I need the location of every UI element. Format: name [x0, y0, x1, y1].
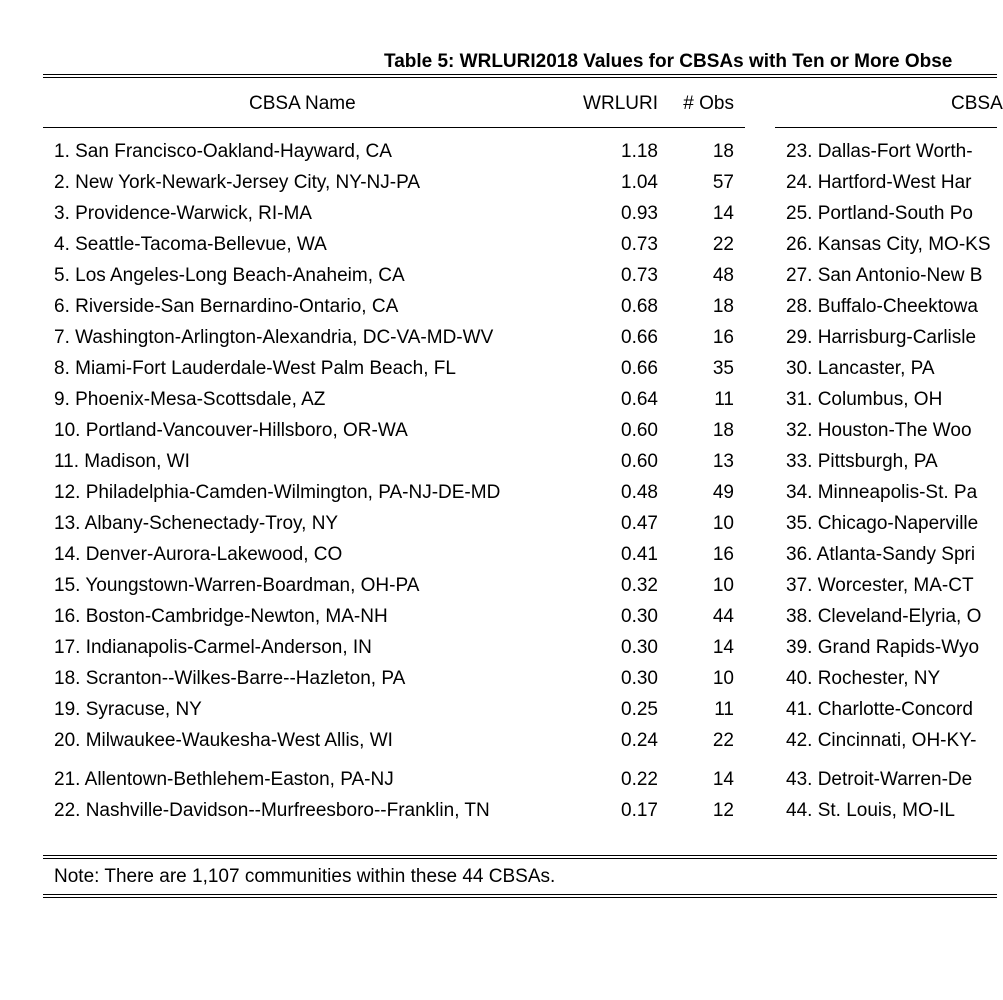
- cbsa-name-cell: 38. Cleveland-Elyria, O: [786, 606, 982, 627]
- header-obs: # Obs: [683, 93, 734, 114]
- obs-cell: 10: [712, 668, 734, 689]
- cbsa-name-cell: 39. Grand Rapids-Wyo: [786, 637, 980, 658]
- wrluri-cell: 0.66: [621, 358, 658, 379]
- cbsa-name-cell: 36. Atlanta-Sandy Spri: [786, 544, 976, 565]
- obs-cell: 44: [712, 606, 734, 627]
- wrluri-cell: 0.68: [621, 296, 658, 317]
- header-wrluri: WRLURI: [583, 93, 658, 114]
- cbsa-name-cell: 17. Indianapolis-Carmel-Anderson, IN: [54, 637, 372, 658]
- wrluri-cell: 0.47: [621, 513, 658, 534]
- bottom-double-rule: [43, 894, 997, 898]
- cbsa-name-cell: 4. Seattle-Tacoma-Bellevue, WA: [54, 234, 327, 255]
- cbsa-name-cell: 8. Miami-Fort Lauderdale-West Palm Beach, FL: [54, 358, 456, 379]
- wrluri-cell: 0.60: [621, 420, 658, 441]
- wrluri-cell: 0.25: [621, 699, 658, 720]
- cbsa-name-cell: 16. Boston-Cambridge-Newton, MA-NH: [54, 606, 388, 627]
- top-double-rule: [43, 74, 997, 78]
- obs-cell: 12: [712, 800, 734, 821]
- cbsa-name-cell: 18. Scranton--Wilkes-Barre--Hazleton, PA: [54, 668, 406, 689]
- wrluri-cell: 0.66: [621, 327, 658, 348]
- obs-cell: 10: [712, 575, 734, 596]
- cbsa-name-cell: 21. Allentown-Bethlehem-Easton, PA-NJ: [54, 769, 394, 790]
- wrluri-cell: 0.24: [621, 730, 658, 751]
- cbsa-name-cell: 10. Portland-Vancouver-Hillsboro, OR-WA: [54, 420, 408, 441]
- wrluri-cell: 0.22: [621, 769, 658, 790]
- wrluri-cell: 0.17: [621, 800, 658, 821]
- cbsa-name-cell: 1. San Francisco-Oakland-Hayward, CA: [54, 141, 392, 162]
- obs-cell: 13: [712, 451, 734, 472]
- obs-cell: 48: [712, 265, 734, 286]
- header-cbsa-name-right: CBSA: [951, 93, 1003, 114]
- obs-cell: 18: [712, 296, 734, 317]
- cbsa-name-cell: 11. Madison, WI: [54, 451, 190, 472]
- obs-cell: 14: [712, 203, 734, 224]
- cbsa-name-cell: 24. Hartford-West Har: [786, 172, 972, 193]
- wrluri-cell: 0.32: [621, 575, 658, 596]
- header-rule-right: [775, 127, 997, 128]
- wrluri-cell: 0.48: [621, 482, 658, 503]
- cbsa-name-cell: 14. Denver-Aurora-Lakewood, CO: [54, 544, 343, 565]
- obs-cell: 57: [712, 172, 734, 193]
- cbsa-name-cell: 13. Albany-Schenectady-Troy, NY: [54, 513, 339, 534]
- cbsa-name-cell: 42. Cincinnati, OH-KY-: [786, 730, 977, 751]
- wrluri-cell: 0.30: [621, 606, 658, 627]
- wrluri-cell: 0.60: [621, 451, 658, 472]
- mid-double-rule: [43, 855, 997, 859]
- cbsa-name-cell: 32. Houston-The Woo: [786, 420, 972, 441]
- wrluri-cell: 1.18: [621, 141, 658, 162]
- obs-cell: 16: [712, 544, 734, 565]
- table-note: Note: There are 1,107 communities within these 44 CBSAs.: [54, 866, 556, 887]
- cbsa-name-cell: 23. Dallas-Fort Worth-: [786, 141, 973, 162]
- cbsa-name-cell: 41. Charlotte-Concord: [786, 699, 973, 720]
- cbsa-name-cell: 19. Syracuse, NY: [54, 699, 202, 720]
- cbsa-name-cell: 31. Columbus, OH: [786, 389, 943, 410]
- cbsa-name-cell: 6. Riverside-San Bernardino-Ontario, CA: [54, 296, 399, 317]
- cbsa-name-cell: 27. San Antonio-New B: [786, 265, 983, 286]
- obs-cell: 35: [712, 358, 734, 379]
- cbsa-name-cell: 2. New York-Newark-Jersey City, NY-NJ-PA: [54, 172, 421, 193]
- obs-cell: 16: [712, 327, 734, 348]
- cbsa-name-cell: 35. Chicago-Naperville: [786, 513, 979, 534]
- wrluri-cell: 0.73: [621, 234, 658, 255]
- obs-cell: 10: [712, 513, 734, 534]
- wrluri-cell: 0.30: [621, 637, 658, 658]
- cbsa-name-cell: 40. Rochester, NY: [786, 668, 941, 689]
- cbsa-name-cell: 28. Buffalo-Cheektowa: [786, 296, 978, 317]
- cbsa-name-cell: 33. Pittsburgh, PA: [786, 451, 938, 472]
- table-title: Table 5: WRLURI2018 Values for CBSAs with Ten or More Obse: [384, 51, 953, 72]
- obs-cell: 22: [712, 730, 734, 751]
- cbsa-name-cell: 26. Kansas City, MO-KS: [786, 234, 991, 255]
- wrluri-cell: 0.64: [621, 389, 658, 410]
- cbsa-name-cell: 20. Milwaukee-Waukesha-West Allis, WI: [54, 730, 393, 751]
- cbsa-name-cell: 44. St. Louis, MO-IL: [786, 800, 955, 821]
- cbsa-name-cell: 3. Providence-Warwick, RI-MA: [54, 203, 312, 224]
- wrluri-cell: 0.41: [621, 544, 658, 565]
- cbsa-name-cell: 7. Washington-Arlington-Alexandria, DC-VA-MD-WV: [54, 327, 494, 348]
- obs-cell: 14: [712, 769, 734, 790]
- cbsa-name-cell: 34. Minneapolis-St. Pa: [786, 482, 978, 503]
- cbsa-name-cell: 12. Philadelphia-Camden-Wilmington, PA-NJ-DE-MD: [54, 482, 501, 503]
- obs-cell: 49: [712, 482, 734, 503]
- cbsa-name-cell: 30. Lancaster, PA: [786, 358, 935, 379]
- cbsa-name-cell: 37. Worcester, MA-CT: [786, 575, 974, 596]
- obs-cell: 11: [714, 699, 734, 720]
- wrluri-cell: 0.93: [621, 203, 658, 224]
- obs-cell: 22: [712, 234, 734, 255]
- wrluri-cell: 0.73: [621, 265, 658, 286]
- cbsa-name-cell: 43. Detroit-Warren-De: [786, 769, 973, 790]
- wrluri-cell: 0.30: [621, 668, 658, 689]
- header-cbsa-name-left: CBSA Name: [249, 93, 356, 114]
- obs-cell: 11: [714, 389, 734, 410]
- obs-cell: 18: [712, 420, 734, 441]
- header-rule-left: [43, 127, 745, 128]
- obs-cell: 18: [712, 141, 734, 162]
- obs-cell: 14: [712, 637, 734, 658]
- cbsa-name-cell: 5. Los Angeles-Long Beach-Anaheim, CA: [54, 265, 405, 286]
- wrluri-cell: 1.04: [621, 172, 658, 193]
- cbsa-name-cell: 9. Phoenix-Mesa-Scottsdale, AZ: [54, 389, 326, 410]
- cbsa-name-cell: 25. Portland-South Po: [786, 203, 973, 224]
- cbsa-name-cell: 15. Youngstown-Warren-Boardman, OH-PA: [54, 575, 420, 596]
- cbsa-name-cell: 22. Nashville-Davidson--Murfreesboro--Franklin, TN: [54, 800, 490, 821]
- cbsa-name-cell: 29. Harrisburg-Carlisle: [786, 327, 977, 348]
